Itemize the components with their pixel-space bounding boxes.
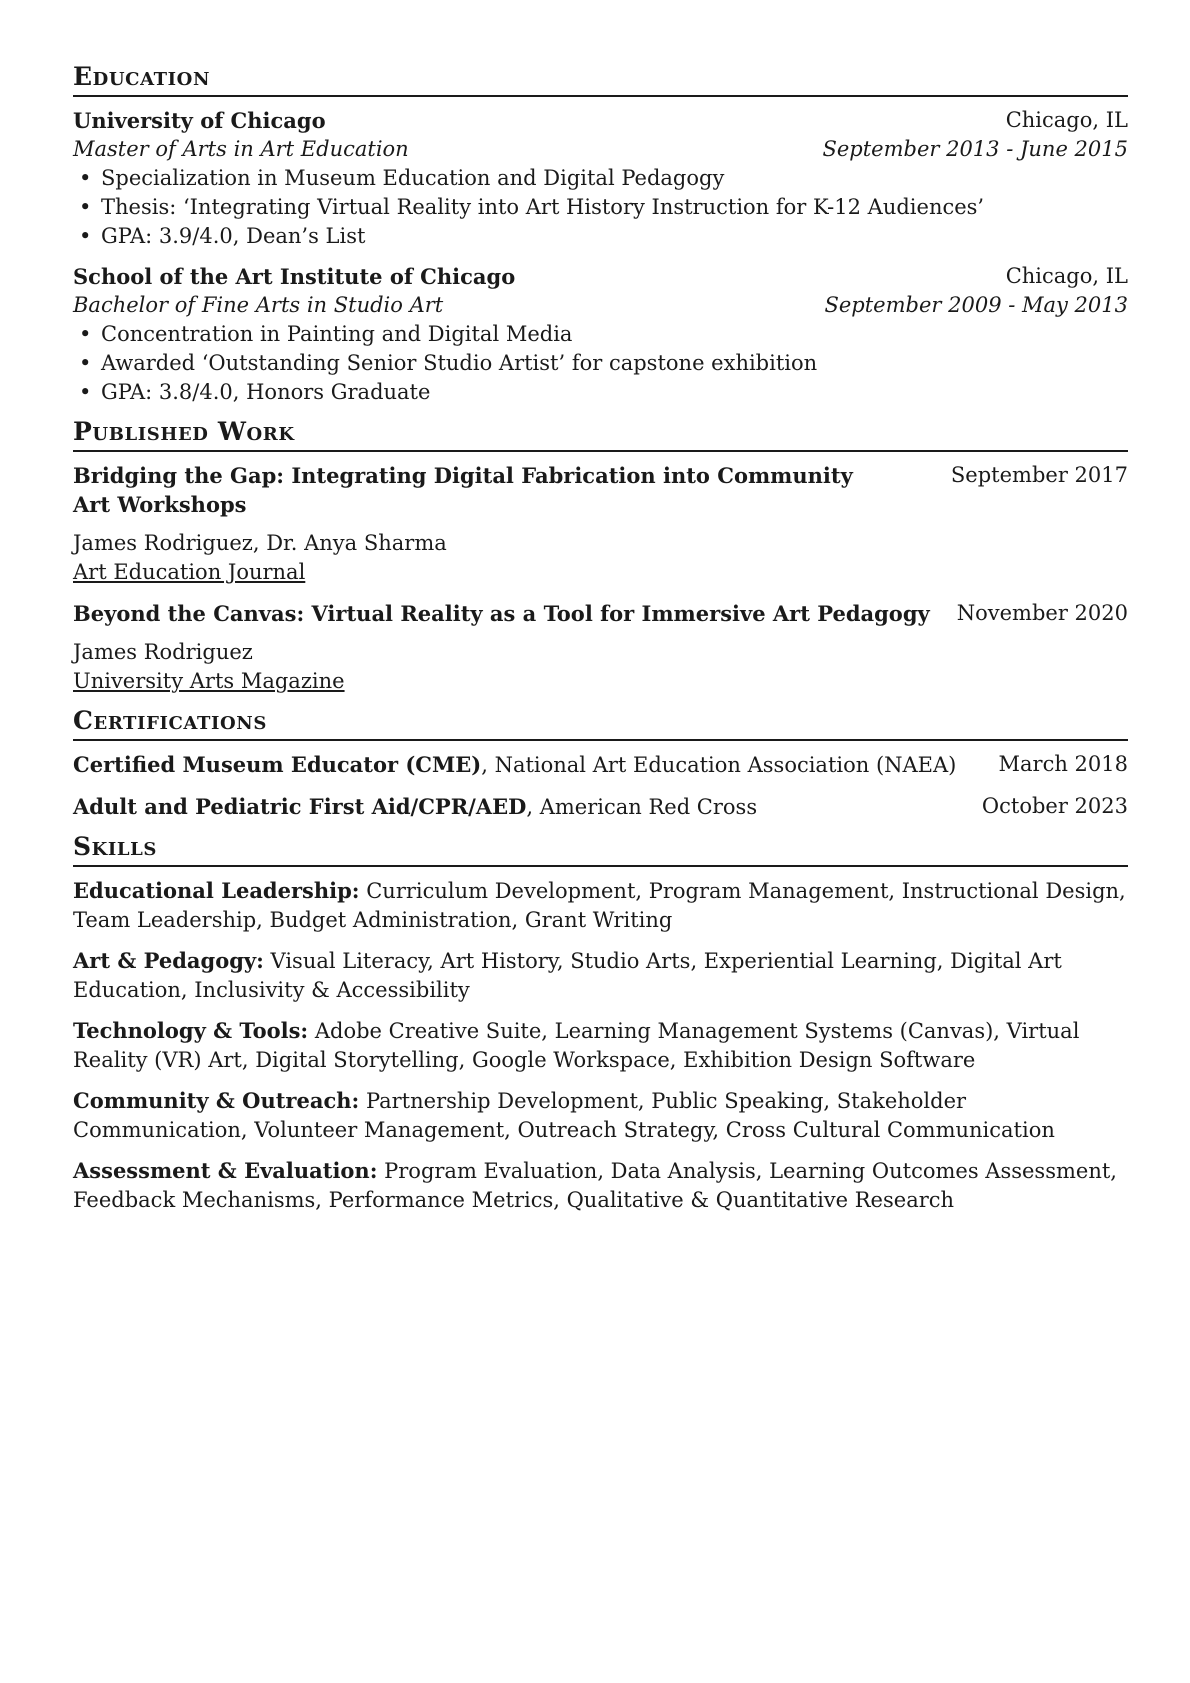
bullet-item: • Awarded ‘Outstanding Senior Studio Artist’ for capstone exhibition bbox=[79, 349, 1128, 378]
skill-items: Partnership Development, Public Speaking, Stakeholder Communication, Volunteer Management, Outreach Strategy, Cross Cultural Communication bbox=[73, 1089, 1055, 1142]
published-work-section bbox=[73, 417, 1128, 696]
skills-section bbox=[73, 832, 1128, 1215]
school-location: Chicago, IL bbox=[1005, 108, 1128, 132]
education-dates: September 2009 - May 2013 bbox=[824, 293, 1128, 317]
school-name: University of Chicago bbox=[73, 108, 326, 133]
certification-date: October 2023 bbox=[981, 794, 1128, 818]
school-location: Chicago, IL bbox=[1005, 264, 1128, 288]
skill-entry bbox=[73, 876, 1128, 935]
publication-venue-link[interactable]: Art Education Journal bbox=[73, 560, 306, 584]
skill-category: Community & Outreach: bbox=[73, 1088, 360, 1113]
section-heading-education: Education bbox=[73, 62, 1128, 97]
certifications-section bbox=[73, 706, 1128, 822]
education-section bbox=[73, 62, 1128, 407]
publication-date: September 2017 bbox=[950, 463, 1128, 487]
skill-entry bbox=[73, 1016, 1128, 1075]
resume-page bbox=[73, 62, 1128, 1225]
publication-entry bbox=[73, 599, 1128, 696]
education-entry bbox=[73, 262, 1128, 407]
skill-entry bbox=[73, 1156, 1128, 1215]
publication-title: Bridging the Gap: Integrating Digital Fabrication into Community Art Workshops bbox=[73, 463, 853, 517]
skill-items: Program Evaluation, Data Analysis, Learning Outcomes Assessment, Feedback Mechanisms, Performance Metrics, Qualitative & Quantitative Research bbox=[73, 1159, 1117, 1212]
skill-category: Educational Leadership: bbox=[73, 878, 360, 903]
certification-date: March 2018 bbox=[998, 752, 1128, 776]
bullet-item: • GPA: 3.8/4.0, Honors Graduate bbox=[79, 378, 1128, 407]
publication-title: Beyond the Canvas: Virtual Reality as a Tool for Immersive Art Pedagogy bbox=[73, 601, 930, 626]
publication-entry bbox=[73, 461, 1128, 587]
skill-items: Adobe Creative Suite, Learning Management Systems (Canvas), Virtual Reality (VR) Art, Digital Storytelling, Google Workspace, Exhibition Design Software bbox=[73, 1019, 1080, 1072]
education-bullets bbox=[73, 320, 1128, 407]
school-name: School of the Art Institute of Chicago bbox=[73, 264, 516, 289]
bullet-item: • GPA: 3.9/4.0, Dean’s List bbox=[79, 222, 1128, 251]
skill-items: Curriculum Development, Program Management, Instructional Design, Team Leadership, Budget Administration, Grant Writing bbox=[73, 879, 1126, 932]
skill-category: Art & Pedagogy: bbox=[73, 948, 264, 973]
skill-category: Assessment & Evaluation: bbox=[73, 1158, 378, 1183]
certification-name: Certified Museum Educator (CME) bbox=[73, 752, 482, 777]
publication-venue-link[interactable]: University Arts Magazine bbox=[73, 669, 345, 693]
certification-entry bbox=[73, 750, 1128, 780]
publication-authors: James Rodriguez, Dr. Anya Sharma bbox=[73, 531, 447, 555]
section-heading-skills: Skills bbox=[73, 832, 1128, 867]
certification-issuer: , National Art Education Association (NAEA) bbox=[481, 753, 957, 777]
certification-issuer: , American Red Cross bbox=[526, 795, 758, 819]
skill-entry bbox=[73, 946, 1128, 1005]
certification-name: Adult and Pediatric First Aid/CPR/AED bbox=[73, 794, 527, 819]
section-heading-published-work: Published Work bbox=[73, 417, 1128, 452]
skill-items: Visual Literacy, Art History, Studio Arts, Experiential Learning, Digital Art Education, Inclusivity & Accessibility bbox=[73, 949, 1062, 1002]
degree-title: Master of Arts in Art Education bbox=[73, 137, 409, 161]
publication-date: November 2020 bbox=[956, 601, 1128, 625]
skill-entry bbox=[73, 1086, 1128, 1145]
education-entry bbox=[73, 106, 1128, 251]
publication-authors: James Rodriguez bbox=[73, 640, 253, 664]
skill-category: Technology & Tools: bbox=[73, 1018, 309, 1043]
education-dates: September 2013 - June 2015 bbox=[822, 137, 1128, 161]
certification-entry bbox=[73, 792, 1128, 822]
education-bullets bbox=[73, 164, 1128, 251]
bullet-item: • Thesis: ‘Integrating Virtual Reality into Art History Instruction for K-12 Audiences’ bbox=[79, 193, 1128, 222]
degree-title: Bachelor of Fine Arts in Studio Art bbox=[73, 293, 444, 317]
section-heading-certifications: Certifications bbox=[73, 706, 1128, 741]
bullet-item: • Specialization in Museum Education and Digital Pedagogy bbox=[79, 164, 1128, 193]
bullet-item: • Concentration in Painting and Digital Media bbox=[79, 320, 1128, 349]
